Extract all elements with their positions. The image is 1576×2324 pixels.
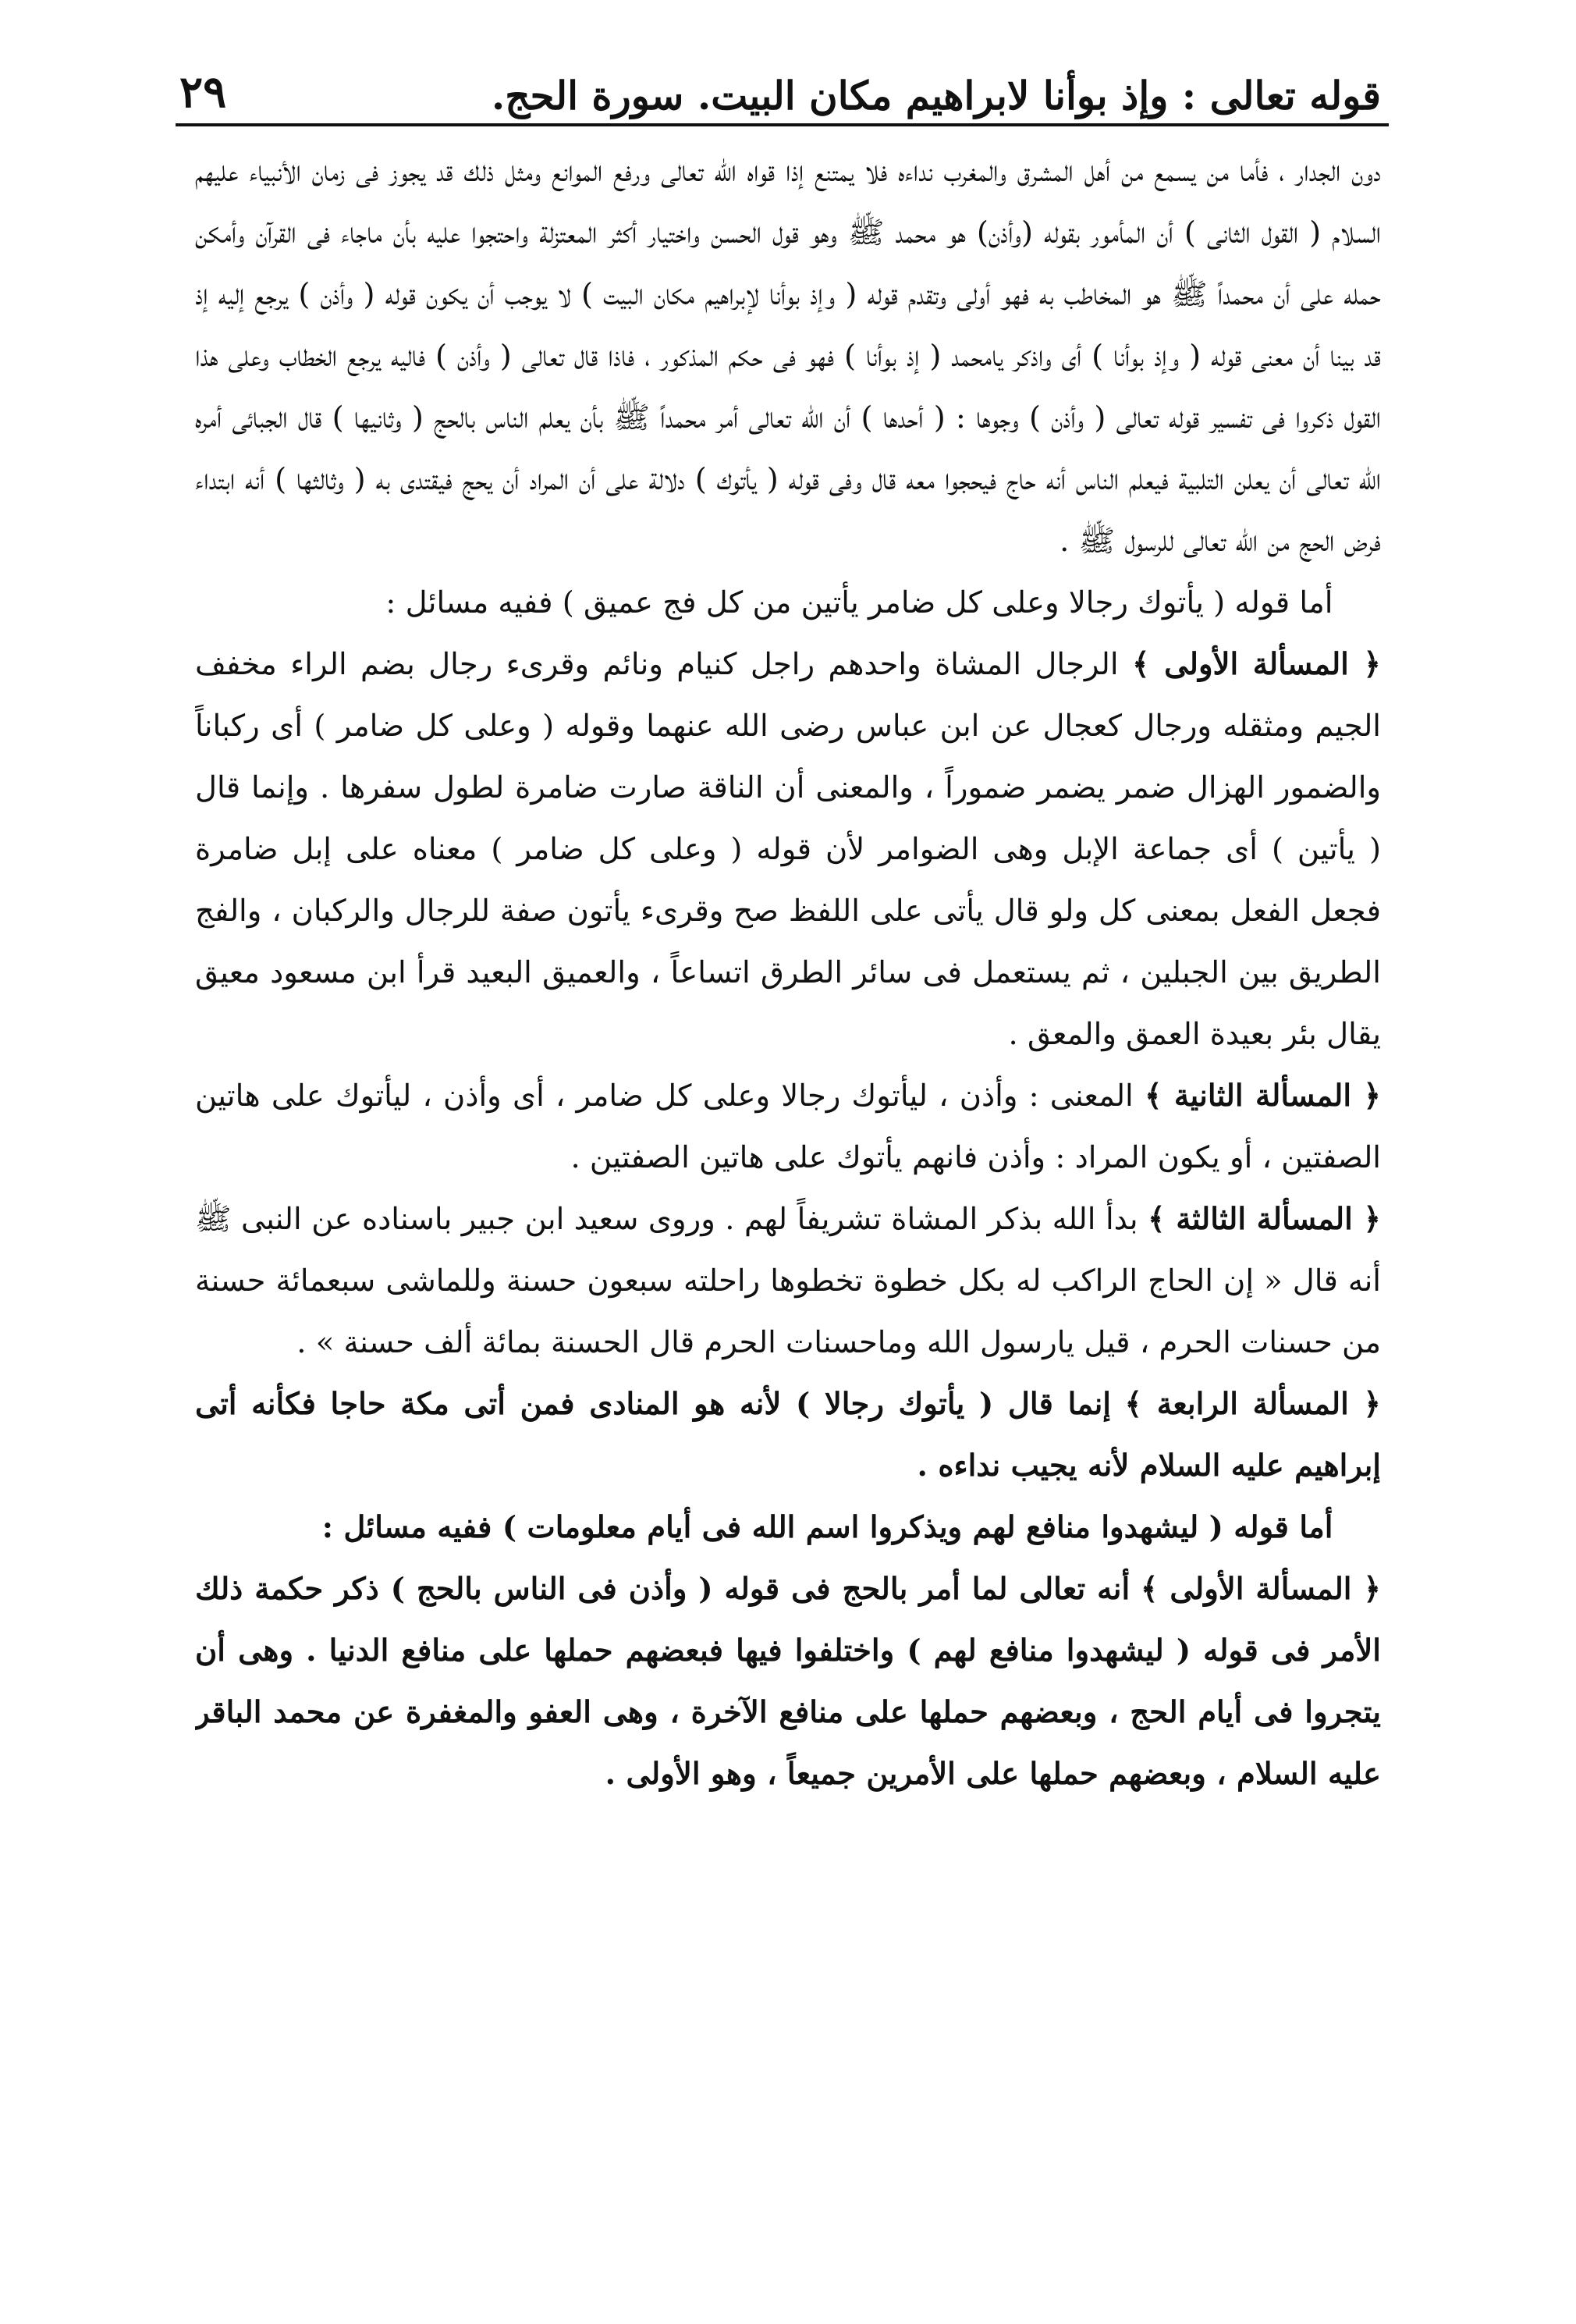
page-header	[179, 31, 1381, 117]
paragraph-3-text: الرجال المشاة واحدهم راجل كنيام ونائم وقرىء رجال بضم الراء مخفف الجيم ومثقله ورجال كعجال عن ابن عباس رضى الله عنهما وقوله ( وعلى كل ضامر ) أى ركباناً والضمور الهزال ضمر يضمر ضموراً ، والمعنى أن الناقة صارت ضامرة لطول سفرها . وإنما قال ( يأتين ) أى جماعة الإبل وهى الضوامر لأن قوله ( وعلى كل ضامر ) معناه على إبل ضامرة فجعل الفعل بمعنى كل ولو قال يأتى على اللفظ صح وقرىء يأتون صفة للرجال والركبان ، والفج الطريق بين الجبلين ، ثم يستعمل فى سائر الطرق اتساعاً ، والعميق البعيد قرأ ابن مسعود معيق يقال بئر بعيدة العمق والمعق .	[195, 647, 1381, 1052]
running-title: قوله تعالى : وإذ بوأنا لابراهيم مكان البيت. سورة الحج.	[491, 73, 1381, 119]
paragraph-1: دون الجدار ، فأما من يسمع من أهل المشرق والمغرب نداءه فلا يمتنع إذا قواه الله تعالى ورفع الموانع ومثل ذلك قد يجوز فى زمان الأنبياء عليهم السلام ( القول الثانى ) أن المأمور بقوله (وأذن) هو محمد ﷺ وهو قول الحسن واختيار أكثر المعتزلة واحتجوا عليه بأن ماجاء فى القرآن وأمكن حمله على أن محمداً ﷺ هو المخاطب به فهو أولى وتقدم قوله ( وإذ بوأنا لإبراهيم مكان البيت ) لا يوجب أن يكون قوله ( وأذن ) يرجع إليه إذ قد بينا أن معنى قوله ( وإذ بوأنا ) أى واذكر يامحمد ( إذ بوأنا ) فهو فى حكم المذكور ، فاذا قال تعالى ( وأذن ) فاليه يرجع الخطاب وعلى هذا القول ذكروا فى تفسير قوله تعالى ( وأذن ) وجوها : ( أحدها ) أن الله تعالى أمر محمداً ﷺ بأن يعلم الناس بالحج ( وثانيها ) قال الجبائى أمره الله تعالى أن يعلن التلبية فيعلم الناس أنه حاج فيحجوا معه قال وفى قوله ( يأتوك ) دلالة على أن المراد أن يحج فيقتدى به ( وثالثها ) أنه ابتداء فرض الحج من الله تعالى للرسول ﷺ .	[195, 154, 1381, 559]
paragraph-2: أما قوله ( يأتوك رجالا وعلى كل ضامر يأتين من كل فج عميق ) ففيه مسائل :	[385, 585, 1333, 620]
paragraph-8	[195, 1558, 1381, 1805]
section-heading-third: ﴿ المسألة الثالثة ﴾	[1148, 1202, 1381, 1237]
paragraph-5	[195, 1189, 1381, 1373]
paragraph-6-text: إنما قال ( يأتوك رجالا ) لأنه هو المنادى فمن أتى مكة حاجا فكأنه أتى إبراهيم عليه السلام لأنه يجيب نداءه .	[195, 1387, 1381, 1484]
paragraph-8-text: أنه تعالى لما أمر بالحج فى قوله ( وأذن فى الناس بالحج ) ذكر حكمة ذلك الأمر فى قوله ( ليشهدوا منافع لهم ) واختلفوا فيها فبعضهم حملها على منافع الدنيا . وهى أن يتجروا فى أيام الحج ، وبعضهم حملها على منافع الآخرة ، وهى العفو والمغفرة عن محمد الباقر عليه السلام ، وبعضهم حملها على الأمرين جميعاً ، وهو الأولى .	[195, 1572, 1381, 1792]
page-number: ٢٩	[179, 66, 227, 119]
header-rule	[176, 123, 1389, 126]
paragraph-5-text: بدأ الله بذكر المشاة تشريفاً لهم . وروى سعيد ابن جبير باسناده عن النبى ﷺ أنه قال « إن الحاج الراكب له بكل خطوة تخطوها راحلته سبعون حسنة وللماشى سبعمائة حسنة من حسنات الحرم ، قيل يارسول الله وماحسنات الحرم قال الحسنة بمائة ألف حسنة » .	[195, 1202, 1381, 1360]
paragraph-4-text: المعنى : وأذن ، ليأتوك رجالا وعلى كل ضامر ، أى وأذن ، ليأتوك على هاتين الصفتين ، أو يكون المراد : وأذن فانهم يأتوك على هاتين الصفتين .	[195, 1078, 1381, 1175]
paragraph-7: أما قوله ( ليشهدوا منافع لهم ويذكروا اسم الله فى أيام معلومات ) ففيه مسائل :	[321, 1510, 1333, 1545]
main-text	[195, 140, 1381, 2294]
paragraph-4	[195, 1065, 1381, 1189]
paragraph-6	[195, 1373, 1381, 1497]
section-heading-first: ﴿ المسألة الأولى ﴾	[1132, 647, 1381, 682]
section-heading-fourth: ﴿ المسألة الرابعة ﴾	[1124, 1387, 1381, 1422]
paragraph-3	[195, 634, 1381, 1065]
section-heading-first-b: ﴿ المسألة الأولى ﴾	[1140, 1572, 1381, 1607]
section-heading-second: ﴿ المسألة الثانية ﴾	[1144, 1078, 1381, 1114]
